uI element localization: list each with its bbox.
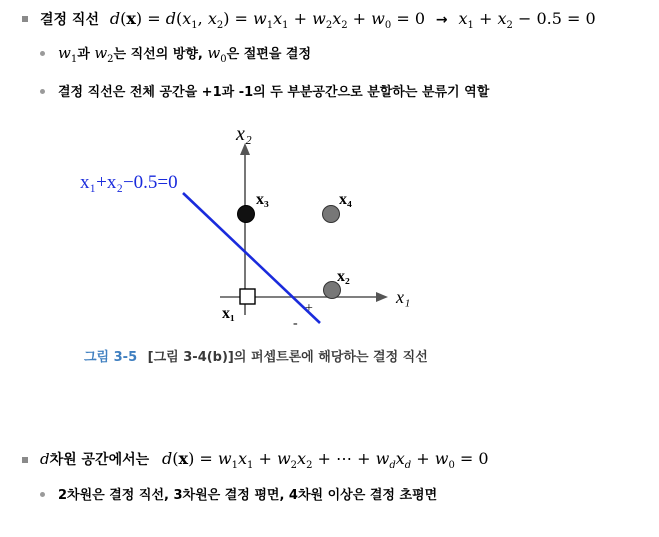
sub-bullet-hyperplane: 2차원은 결정 직선, 3차원은 결정 평면, 4차원 이상은 결정 초평면 — [58, 488, 438, 503]
y-axis-label: x₂ — [236, 123, 252, 145]
x-axis-label: x₁ — [396, 287, 411, 307]
decision-line-formula: $d(x) = d(x_1$, $x_2) = w_1x_1 + w_2x_2 + w_0 = 0$ — [109, 9, 426, 32]
d-dimension-label: d차원 공간에서는 — [40, 450, 150, 468]
figure-caption — [84, 346, 428, 365]
decision-line-label: 결정 직선 — [40, 12, 99, 28]
square-bullet-icon — [22, 457, 28, 463]
plus-side-sign: + — [305, 301, 313, 316]
sub-bullet-weights: $w_1$과 $w_2$는 직선의 방향, $w_0$은 절편을 결정 — [58, 44, 312, 65]
figure-caption-text: [그림 3-4(b)]의 퍼셉트론에 해당하는 결정 직선 — [147, 350, 428, 365]
point-x3-label: x₃ — [256, 191, 269, 208]
decision-line-label: x₁+x₂−0.5=0 — [80, 172, 178, 193]
figure-number: 그림 3-5 — [84, 350, 138, 365]
x-axis-arrow-icon — [376, 292, 388, 302]
d-dimension-formula: $d(x) = w_1x_1 + w_2x_2$ + ⋯ + $w_dx_d + w_0 = 0$ — [162, 449, 489, 472]
point-x1-label: x₁ — [222, 305, 235, 322]
dot-bullet-icon — [40, 492, 45, 497]
point-x3-black-circle — [238, 206, 255, 223]
minus-side-sign: - — [293, 316, 298, 331]
right-arrow-icon: → — [435, 12, 448, 28]
point-x4-label: x₄ — [339, 191, 352, 208]
sub-bullet-classifier: 결정 직선은 전체 공간을 +1과 -1의 두 부분공간으로 분할하는 분류기 역할 — [58, 85, 490, 100]
point-x4-gray-circle — [323, 206, 340, 223]
bullet-d-dimension — [40, 449, 489, 471]
point-x2-label: x₂ — [337, 268, 350, 285]
decision-line-result: $x_1 + x_2 - 0.5 = 0$ — [458, 9, 596, 32]
point-x1-hollow-square — [240, 289, 255, 304]
